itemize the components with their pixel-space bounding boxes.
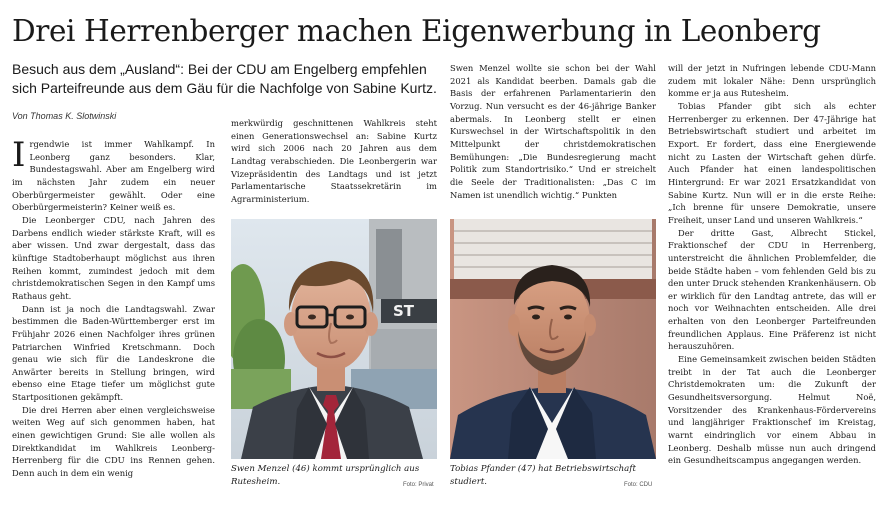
paragraph-8: Tobias Pfander gibt sich als echter Herrenberger zu erkennen. Der 47-Jährige hat Betriebswirtschaft studiert und arbeitet im Export. Er fordert, dass eine Energiewende nicht zu Lasten der Wirtschaft gehen dürfe. Auch Pfander hat einen landespolitischen Hintergrund: Er war 2021 Ersatzkandidat von Sabine Kurtz. Nun will er in die erste Reihe: „Ich brenne für unsere Demokratie, unsere Freiheit, unser Land und unseren Wahlkreis.“ <box>668 100 876 225</box>
photo-swen-menzel <box>231 219 437 459</box>
paragraph-4: Die drei Herren aber einen vergleichsweise weiten Weg auf sich genommen haben, hat einen gewichtigen Grund: Sie alle wollen als Direktkandidat im Wahlkreis Leonberg-Herrenberg für die CDU ins Rennen gehen. Denn auch in dem ein wenig <box>12 404 215 479</box>
photo-caption-1: Swen Menzel (46) kommt ursprünglich aus Rutesheim. <box>231 464 420 487</box>
paragraph-9: Der dritte Gast, Albrecht Stickel, Fraktionschef der CDU in Herrenberg, unterstreicht die ähnlichen Problemfelder, die beide Städte haben – vom fehlenden Geld bis zu den unter Druck stehenden Krankenhäusern. Ob er wirklich für den Landtag antrete, das will er noch vor Weihnachten entscheiden. Alle drei erhalten von den Leonberger Parteifreunden freundlichen Applaus. Eine Präferenz ist nicht herauszuhören. <box>668 227 876 352</box>
portrait-illustration-1 <box>231 219 437 459</box>
paragraph-10: Eine Gemeinsamkeit zwischen beiden Städten treibt in der Tat auch die Leonberger Christdemokraten um: die Zukunft der Gesundheitsversorgung. Helmut Noë, Vorsitzender des Krankenhaus-Fördervereins und langjähriger Fraktionschef im Kreistag, warnt eindringlich vor einem Abbau in Leonberg. Deshalb müsse nun auch dringend ein Gesundheitscampus angegangen werden. <box>668 354 876 466</box>
article-column-4 <box>668 62 876 467</box>
article-subheadline: Besuch aus dem „Ausland“: Bei der CDU am Engelberg empfehlen sich Parteifreunde aus dem Gäu für die Nachfolge von Sabine Kurtz. <box>12 61 437 96</box>
photo-credit-2: Foto: CDU <box>624 482 653 488</box>
paragraph-6: Swen Menzel wollte sie schon bei der Wahl 2021 als Kandidat beerben. Damals gab die Basis der erfahrenen Parlamentarierin den Vorzug. Nun versucht es der 46-jährige Banker abermals. In Leonberg stellt er einen Kurswechsel in der Wirtschaftspolitik in den Mittelpunkt der christdemokratischen Bemühungen: „Die Bundesregierung macht Politik zum Standortrisiko.“ Und er streichelt die Seele der Traditionalisten: „Das C im Namen ist unendlich wichtig.“ Punkten <box>450 63 656 200</box>
photo-caption-2: Tobias Pfander (47) hat Betriebswirtschaft studiert. <box>450 464 636 487</box>
article-column-2 <box>231 117 437 206</box>
building-sign-text: ST <box>393 302 415 320</box>
article-column-1 <box>12 135 215 480</box>
article-column-3 <box>450 62 656 201</box>
photo-tobias-pfander <box>450 219 656 459</box>
paragraph-2: Die Leonberger CDU, nach Jahren des Darbens endlich wieder stärkste Kraft, will es aber wissen. Und zwar dergestalt, dass das künftige Stadtoberhaupt möglichst aus ihren Reihen kommt, zumindest jedoch mit dem christdemokratischen Segen in den Kampf ums Rathaus geht. <box>12 214 215 301</box>
drop-cap: I <box>12 135 26 175</box>
paragraph-5: merkwürdig geschnittenen Wahlkreis steht einen Generationswechsel an: Sabine Kurtz wird sich 2006 nach 20 Jahren aus dem Landtag verabschieden. Die Leonbergerin war Vizepräsidentin des Landtags und ist jetzt Parlamentarische Staatssekretärin im Agrarministerium. <box>231 118 437 204</box>
paragraph-1 <box>12 135 215 214</box>
photo-credit-1: Foto: Privat <box>403 482 434 488</box>
paragraph-3: Dann ist ja noch die Landtagswahl. Zwar bestimmen die Baden-Württemberger erst im Frühjahr 2026 einen Nachfolger ihres grünen Patriarchen Winfried Kretschmann. Doch genau wie sich für die Landeskrone die Anwärter bereits in Stellung bringen, wird ebenso eine Etage tiefer um möglichst gute Startpositionen gekämpft. <box>12 303 215 403</box>
paragraph-1-text: rgendwie ist immer Wahlkampf. In Leonberg ganz besonders. Klar, Bundestagswahl. Aber am Engelberg wird im nächsten Jahr zudem ein neuer Oberbürgermeister gewählt. Oder eine Oberbürgermeisterin? Keiner weiß es. <box>12 139 215 213</box>
portrait-illustration-2 <box>450 219 656 459</box>
article-headline: Drei Herrenberger machen Eigenwerbung in Leonberg <box>12 14 821 48</box>
paragraph-7: will der jetzt in Nufringen lebende CDU-Mann zudem mit lokaler Nähe: Denn ursprünglich komme er ja aus Rutesheim. <box>668 63 876 99</box>
article-byline: Von Thomas K. Slotwinski <box>12 111 117 121</box>
